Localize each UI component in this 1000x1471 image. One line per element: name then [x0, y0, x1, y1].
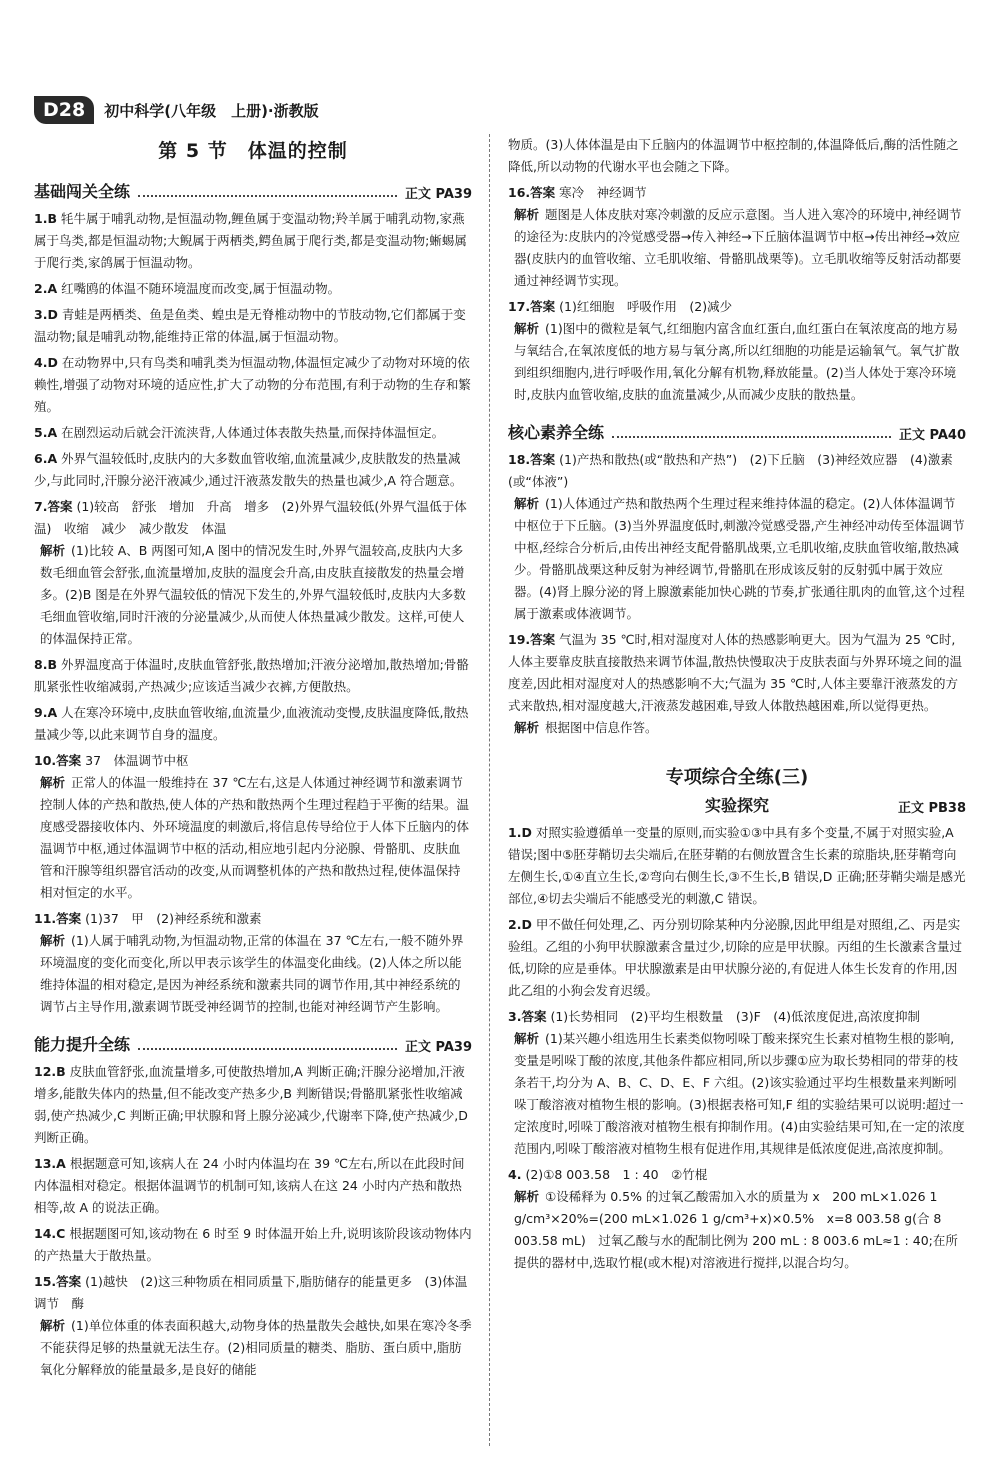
explanation-label: 解析 — [514, 321, 540, 336]
dotted-leader — [612, 436, 891, 438]
explanation-line — [34, 540, 472, 650]
answer-text: 对照实验遵循单一变量的原则,而实验①③中具有多个变量,不属于对照实验,A 错误;图中⑤胚芽鞘切去尖端后,在胚芽鞘的右侧放置含生长素的琼脂块,胚芽鞘弯向左侧生长,①④直立生长,②弯向右侧生长,③不生长,B 错误,D 正确;胚芽鞘尖端是感光部位,④切去尖端后不能感受光的刺激,C 错误。 — [508, 825, 966, 906]
ability-section-heading — [34, 1032, 472, 1055]
question-number: 18.答案 — [508, 452, 556, 467]
explanation-text: (1)图中的微粒是氧气,红细胞内富含血红蛋白,血红蛋白在氧浓度高的地方易与氧结合,在氧浓度低的地方易与氧分离,所以红细胞的功能是运输氧气。氧气扩散到组织细胞内,进行呼吸作用,氧化分解有机物,释放能量。(2)当人体处于寒冷环境时,皮肤内血管收缩,皮肤的血流量减少,从而减少皮肤的散热量。 — [514, 321, 960, 402]
explanation-label: 解析 — [40, 543, 66, 558]
answer-item — [34, 1271, 472, 1381]
answer-item — [34, 422, 472, 444]
explanation-label: 解析 — [514, 207, 540, 222]
answer-item — [34, 750, 472, 904]
continued-items — [508, 134, 966, 406]
answer-text: (2)①8 003.58 1 : 40 ②竹棍 — [525, 1167, 708, 1182]
explanation-text: (1)人体通过产热和散热两个生理过程来维持体温的稳定。(2)人体体温调节中枢位于下丘脑。(3)当外界温度低时,刺激冷觉感受器,产生神经冲动传至体温调节中枢,经综合分析后,由传出神经支配骨骼肌战栗,立毛肌收缩,皮肤血管收缩,散热减少。骨骼肌战栗这种反射为神经调节,骨骼肌在形成该反射的反射弧中属于效应器。(4)肾上腺分泌的肾上腺激素能加快心跳的节奏,扩张通往肌肉的血管,这个过程属于激素或体液调节。 — [514, 496, 965, 621]
answer-line — [508, 296, 966, 318]
answer-line — [508, 134, 966, 178]
explanation-label: 解析 — [514, 1189, 540, 1204]
answer-item — [34, 1153, 472, 1219]
ability-section-ref: 正文 PA39 — [404, 1040, 472, 1055]
question-number: 3.答案 — [508, 1009, 547, 1024]
answer-text: 红嘴鸥的体温不随环境温度而改变,属于恒温动物。 — [61, 281, 341, 296]
answer-line — [508, 449, 966, 493]
explanation-line — [34, 1315, 472, 1381]
answer-item — [508, 296, 966, 406]
answer-text: (1)越快 (2)这三种物质在相同质量下,脂肪储存的能量更多 (3)体温调节 酶 — [34, 1274, 468, 1311]
dotted-leader — [138, 1048, 397, 1050]
answer-line — [34, 304, 472, 348]
answer-item — [34, 448, 472, 492]
answer-item — [34, 496, 472, 650]
question-number: 11.答案 — [34, 911, 82, 926]
answer-line — [34, 654, 472, 698]
answer-line — [34, 448, 472, 492]
right-column — [508, 134, 966, 1278]
answer-item — [34, 654, 472, 698]
answer-line — [508, 822, 966, 910]
answer-text: 寒冷 神经调节 — [559, 185, 647, 200]
answer-item — [508, 134, 966, 178]
explanation-label: 解析 — [514, 720, 540, 735]
answer-item — [508, 1164, 966, 1274]
ability-items — [34, 1061, 472, 1381]
question-number: 2.A — [34, 281, 58, 296]
basic-items — [34, 208, 472, 1018]
answer-line — [34, 750, 472, 772]
answer-text: 物质。(3)人体体温是由下丘脑内的体温调节中枢控制的,体温降低后,酶的活性随之降低,所以动物的代谢水平也会随之下降。 — [508, 137, 959, 174]
question-number: 3.D — [34, 307, 58, 322]
answer-line — [508, 1006, 966, 1028]
answer-item — [34, 702, 472, 746]
answer-item — [34, 352, 472, 418]
answer-text: 皮肤血管舒张,血流量增多,可使散热增加,A 判断正确;汗腺分泌增加,汗液增多,能散失体内的热量,但不能改变产热多少,B 判断错误;骨骼肌紧张性收缩减弱,使产热减少,C 判断正确;甲状腺和肾上腺分泌减少,代谢率下降,使产热减少,D 判断正确。 — [34, 1064, 468, 1145]
answer-item — [34, 278, 472, 300]
answer-text: 牦牛属于哺乳动物,是恒温动物,鲤鱼属于变温动物;羚羊属于哺乳动物,家燕属于鸟类,都是恒温动物;大鲵属于两栖类,鳄鱼属于爬行类,都是变温动物;蜥蜴属于爬行类,家鸽属于恒温动物。 — [34, 211, 467, 270]
answer-text: 气温为 35 ℃时,相对湿度对人体的热感影响更大。因为气温为 25 ℃时,人体主要靠皮肤直接散热来调节体温,散热快慢取决于皮肤表面与外界环境之间的温度差,因此相对湿度对人的热感影响不大;气温为 35 ℃时,人体主要靠汗液蒸发的方式来散热,相对湿度越大,汗液蒸发越困难,导致人体散热越困难,所以觉得更热。 — [508, 632, 962, 713]
answer-item — [34, 208, 472, 274]
answer-item — [34, 908, 472, 1018]
question-number: 15.答案 — [34, 1274, 82, 1289]
dotted-leader — [138, 195, 397, 197]
answer-text: (1)长势相同 (2)平均生根数量 (3)F (4)低浓度促进,高浓度抑制 — [550, 1009, 920, 1024]
section-title: 第 5 节 体温的控制 — [158, 140, 348, 162]
answer-item — [34, 1061, 472, 1149]
question-number: 12.B — [34, 1064, 66, 1079]
answer-text: 外界温度高于体温时,皮肤血管舒张,散热增加;汗液分泌增加,散热增加;骨骼肌紧张性收缩减弱,产热减少;应该适当减少衣裤,方便散热。 — [34, 657, 469, 694]
special-sub-name: 实验探究 — [704, 796, 769, 815]
answer-text: 在动物界中,只有鸟类和哺乳类为恒温动物,体温恒定减少了动物对环境的依赖性,增强了动物对环境的适应性,扩大了动物的分布范围,有利于动物的生存和繁殖。 — [34, 355, 471, 414]
basic-section-heading — [34, 179, 472, 202]
answer-item — [508, 629, 966, 739]
answer-line — [508, 629, 966, 717]
explanation-label: 解析 — [40, 775, 66, 790]
explanation-text: (1)人属于哺乳动物,为恒温动物,正常的体温在 37 ℃左右,一般不随外界环境温度的变化而变化,所以甲表示该学生的体温变化曲线。(2)人体之所以能维持体温的相对稳定,是因为神经系统和激素共同的调节作用,其中神经系统的调节占主导作用,激素调节既受神经调节的控制,也能对神经调节产生影响。 — [40, 933, 464, 1014]
explanation-label: 解析 — [514, 496, 540, 511]
question-number: 14.C — [34, 1226, 66, 1241]
question-number: 13.A — [34, 1156, 66, 1171]
question-number: 1.D — [508, 825, 532, 840]
answer-line — [34, 1061, 472, 1149]
answer-item — [508, 449, 966, 625]
answer-item — [34, 1223, 472, 1267]
answer-text: 甲不做任何处理,乙、丙分别切除某种内分泌腺,因此甲组是对照组,乙、丙是实验组。乙组的小狗甲状腺激素含量过少,切除的应是甲状腺。丙组的生长激素含量过低,切除的应是垂体。甲状腺激素是由甲状腺分泌的,有促进人体生长发育的作用,因此乙组的小狗会发育迟缓。 — [508, 917, 962, 998]
answer-line — [34, 1153, 472, 1219]
explanation-label: 解析 — [514, 1031, 540, 1046]
explanation-label: 解析 — [40, 1318, 66, 1333]
answer-item — [508, 182, 966, 292]
explanation-line — [34, 772, 472, 904]
explanation-text: (1)比较 A、B 两图可知,A 图中的情况发生时,外界气温较高,皮肤内大多数毛细血管会舒张,血流量增加,皮肤的温度会升高,由皮肤直接散发的热量会增多。(2)B 图是在外界气温较低的情况下发生的,外界气温较低时,皮肤内大多数毛细血管收缩,同时汗液的分泌量减少,从而使人体热量减少散发。这样,可使人的体温保持正常。 — [40, 543, 466, 646]
question-number: 8.B — [34, 657, 57, 672]
explanation-line — [508, 1028, 966, 1160]
answer-line — [34, 702, 472, 746]
answer-line — [508, 182, 966, 204]
question-number: 19.答案 — [508, 632, 556, 647]
answer-item — [34, 304, 472, 348]
answer-text: 37 体温调节中枢 — [85, 753, 189, 768]
page-code-badge: D28 — [34, 96, 94, 124]
special-title: 专项综合全练(三) — [665, 767, 809, 788]
answer-line — [34, 496, 472, 540]
explanation-text: (1)某兴趣小组选用生长素类似物吲哚丁酸来探究生长素对植物生根的影响,变量是吲哚丁酸的浓度,其他条件都应相同,所以步骤①应为取长势相同的带芽的枝条若干,均分为 A、B、C、D、E、F 六组。(2)该实验通过平均生根数量来判断吲哚丁酸溶液对植物生根的影响。(3)根据表格可知,F 组的实验结果可以说明:超过一定浓度时,吲哚丁酸溶液对植物生根有抑制作用。(4)由实验结果可知,在一定的浓度范围内,吲哚丁酸溶液对植物生根有促进作用,其规律是低浓度促进,高浓度抑制。 — [514, 1031, 965, 1156]
question-number: 4.D — [34, 355, 58, 370]
explanation-text: 题图是人体皮肤对寒冷刺激的反应示意图。当人进入寒冷的环境中,神经调节的途径为:皮肤内的冷觉感受器→传入神经→下丘脑体温调节中枢→传出神经→效应器(皮肤内的血管收缩、立毛肌收缩、骨骼肌战栗等)。立毛肌收缩等反射活动都要通过神经调节实现。 — [514, 207, 962, 288]
ability-section-name: 能力提升全练 — [34, 1035, 131, 1054]
answer-line — [34, 1271, 472, 1315]
explanation-line — [508, 204, 966, 292]
question-number: 10.答案 — [34, 753, 82, 768]
answer-text: (1)红细胞 呼吸作用 (2)减少 — [559, 299, 733, 314]
answer-text: 外界气温较低时,皮肤内的大多数血管收缩,血流量减少,皮肤散发的热量减少,与此同时,汗腺分泌汗液减少,通过汗液蒸发散失的热量也减少,A 符合题意。 — [34, 451, 463, 488]
question-number: 9.A — [34, 705, 58, 720]
answer-text: 在剧烈运动后就会汗流浃背,人体通过体表散失热量,而保持体温恒定。 — [61, 425, 445, 440]
explanation-text: ①设稀释为 0.5% 的过氧乙酸需加入水的质量为 x 200 mL×1.026 1 g/cm³×20%=(200 mL×1.026 1 g/cm³+x)×0.5% x=8 003.58 g(合 8 003.58 mL) 过氧乙酸与水的配制比例为 200 mL : 8 003.6 mL≈1 : 40;在所提供的器材中,选取竹棍(或木棍)对溶液进行搅拌,以混合均匀。 — [514, 1189, 958, 1270]
left-column — [34, 134, 472, 1385]
column-divider — [489, 134, 490, 1446]
question-number: 5.A — [34, 425, 58, 440]
explanation-line — [508, 1186, 966, 1274]
answer-text: (1)较高 舒张 增加 升高 增多 (2)外界气温较低(外界气温低于体温) 收缩 减少 减少散发 体温 — [34, 499, 467, 536]
core-section-name: 核心素养全练 — [508, 423, 605, 442]
question-number: 6.A — [34, 451, 58, 466]
question-number: 17.答案 — [508, 299, 556, 314]
answer-line — [34, 422, 472, 444]
question-number: 7.答案 — [34, 499, 73, 514]
answer-text: 人在寒冷环境中,皮肤血管收缩,血流量少,血液流动变慢,皮肤温度降低,散热量减少等,以此来调节自身的温度。 — [34, 705, 469, 742]
answer-text: (1)37 甲 (2)神经系统和激素 — [85, 911, 262, 926]
page-header — [34, 94, 319, 126]
explanation-line — [508, 717, 966, 739]
answer-line — [34, 208, 472, 274]
answer-text: (1)产热和散热(或“散热和产热”) (2)下丘脑 (3)神经效应器 (4)激素(或“体液”) — [508, 452, 953, 489]
core-items — [508, 449, 966, 739]
question-number: 2.D — [508, 917, 532, 932]
answer-text: 青蛙是两栖类、鱼是鱼类、蝗虫是无脊椎动物中的节肢动物,它们都属于变温动物;鼠是哺乳动物,能维持正常的体温,属于恒温动物。 — [34, 307, 466, 344]
explanation-text: 根据图中信息作答。 — [545, 720, 658, 735]
special-ref: 正文 PB38 — [897, 801, 966, 816]
answer-item — [508, 914, 966, 1002]
answer-line — [34, 1223, 472, 1267]
answer-item — [508, 1006, 966, 1160]
answer-line — [508, 1164, 966, 1186]
special-subheading — [508, 793, 966, 816]
explanation-text: (1)单位体重的体表面积越大,动物身体的热量散失会越快,如果在寒冷冬季不能获得足够的热量就无法生存。(2)相同质量的糖类、脂肪、蛋白质中,脂肪氧化分解释放的能量最多,是良好的储能 — [40, 1318, 472, 1377]
answer-line — [34, 908, 472, 930]
answer-line — [34, 352, 472, 418]
question-number: 4. — [508, 1167, 522, 1182]
explanation-line — [34, 930, 472, 1018]
book-title: 初中科学(八年级 上册)·浙教版 — [104, 101, 319, 120]
answer-item — [508, 822, 966, 910]
answer-line — [34, 278, 472, 300]
basic-section-name: 基础闯关全练 — [34, 182, 131, 201]
question-number: 16.答案 — [508, 185, 556, 200]
explanation-label: 解析 — [40, 933, 66, 948]
explanation-line — [508, 318, 966, 406]
core-section-ref: 正文 PA40 — [898, 428, 966, 443]
explanation-line — [508, 493, 966, 625]
special-items — [508, 822, 966, 1274]
question-number: 1.B — [34, 211, 57, 226]
answer-text: 根据题图可知,该动物在 6 时至 9 时体温开始上升,说明该阶段该动物体内的产热量大于散热量。 — [34, 1226, 472, 1263]
answer-line — [508, 914, 966, 1002]
explanation-text: 正常人的体温一般维持在 37 ℃左右,这是人体通过神经调节和激素调节控制人体的产热和散热,使人体的产热和散热两个生理过程趋于平衡的结果。温度感受器接收体内、外环境温度的刺激后,将信息传导给位于人体下丘脑内的体温调节中枢,通过体温调节中枢的活动,相应地引起内分泌腺、骨骼肌、皮肤血管和汗腺等组织器官活动的改变,从而调整机体的产热和散热过程,使体温保持相对恒定的水平。 — [40, 775, 469, 900]
core-section-heading — [508, 420, 966, 443]
basic-section-ref: 正文 PA39 — [404, 187, 472, 202]
answer-text: 根据题意可知,该病人在 24 小时内体温均在 39 ℃左右,所以在此段时间内体温相对稳定。根据体温调节的机制可知,该病人在这 24 小时内产热和散热相等,故 A 的说法正确。 — [34, 1156, 465, 1215]
